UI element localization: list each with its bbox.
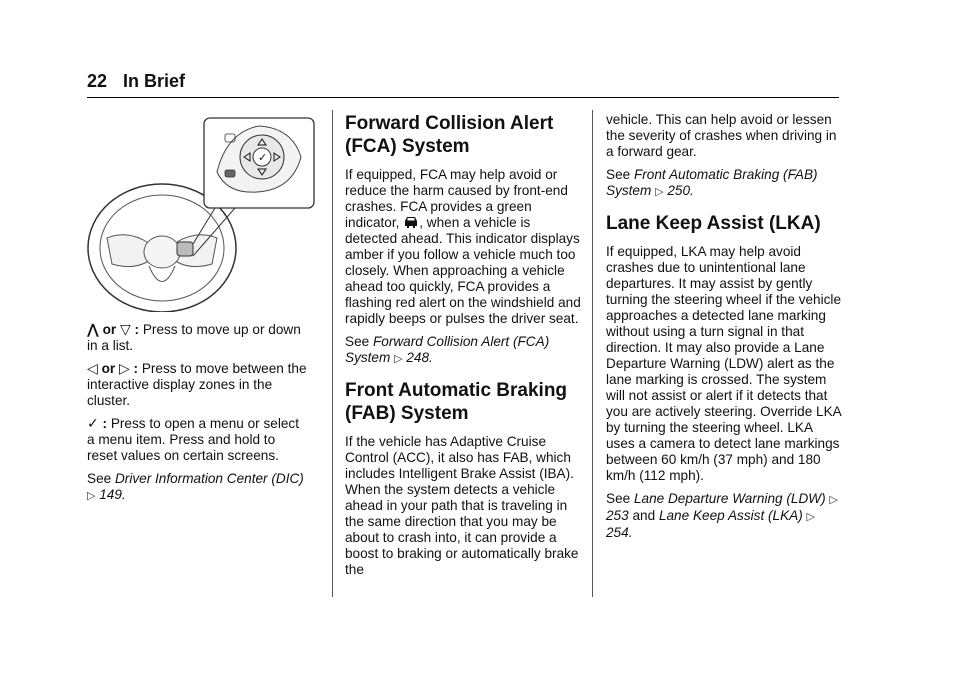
left-arrow-icon: ◁ [87,361,98,377]
column-right [606,112,842,548]
column-divider [592,110,593,597]
page-arrow-icon: ▷ [829,494,838,506]
fca-paragraph [345,167,581,327]
steering-wheel-illustration [87,112,317,312]
check-description: ✓ : Press to open a menu or select a menu item. Press and hold to reset values on certain screens. [87,416,299,463]
and-label: and [632,508,656,523]
see-label: See [87,471,112,486]
reference-page[interactable]: 248 [406,350,430,366]
column-middle [345,108,581,585]
page-arrow-icon: ▷ [394,353,403,366]
updown-description: ⋀ or ▽ : Press to move up or down in a list. [87,322,301,353]
see-reference: See Lane Departure Warning (LDW) ▷ 253 and Lane Keep Assist (LKA) ▷ 254. [606,491,838,540]
page-arrow-icon: ▷ [87,490,96,502]
right-arrow-icon: ▷ [118,361,130,377]
column-left [87,112,309,511]
reference-link[interactable]: Forward Collision Alert (FCA) System [345,334,550,366]
down-arrow-icon: ▽ [119,322,131,338]
vehicle-ahead-icon [403,215,419,231]
header-rule [87,97,839,98]
see-label: See [345,334,370,350]
fca-text-a: If equipped, FCA may help avoid or reduce the harm caused by front-end crashes. FCA provides a green indicator, [345,167,568,230]
page-arrow-icon: ▷ [655,186,664,198]
reference-link[interactable]: Driver Information Center (DIC) [114,471,304,486]
leftright-text: Press to move between the interactive display zones in the cluster. [87,361,307,408]
fab-paragraph-continued: vehicle. This can help avoid or lessen the severity of crashes when driving in a forward gear. [606,112,837,159]
heading-fca: Forward Collision Alert (FCA) System [345,113,554,157]
or-label: or [101,361,116,376]
check-text: Press to open a menu or select a menu item. Press and hold to reset values on certain screens. [87,416,299,463]
reference-link[interactable]: Lane Departure Warning (LDW) [633,491,826,506]
svg-text:✓: ✓ [258,151,268,164]
lka-paragraph: If equipped, LKA may help avoid crashes due to unintentional lane departures. It may assist by gently turning the steering wheel if the vehicle approaches a detected lane marking without using a turn signal in that direction. It may also provide a Lane Departure Warning (LDW) alert as the lane marking is crossed. The system will not assist or alert if it detects that you are actively steering. Override LKA by turning the steering wheel. LKA uses a camera to detect lane markings between 60 km/h (37 mph) and 180 km/h (112 mph). [606,244,842,483]
heading-fab: Front Automatic Braking (FAB) System [345,380,568,425]
see-label: See [606,491,631,506]
updown-text: Press to move up or down in a list. [87,322,301,353]
leftright-description: ◁ or ▷ : Press to move between the interactive display zones in the cluster. [87,361,307,408]
see-label: See [606,167,631,182]
fca-text-b: , when a vehicle is detected ahead. This indicator displays amber if you follow a vehicle much too closely. When approaching a vehicle ahead too quickly, FCA provides a flashing red alert on the windshield and rapidly beeps or pulses the driver seat. [345,215,581,327]
reference-page[interactable]: 149 [99,487,122,502]
reference-link[interactable]: Lane Keep Assist (LKA) [658,508,803,523]
see-reference: See Front Automatic Braking (FAB) System ▷ 250. [606,167,818,198]
reference-link[interactable]: Front Automatic Braking (FAB) System [606,167,818,198]
reference-page[interactable]: 254 [606,525,629,540]
or-label: or [102,322,117,337]
see-reference: See Forward Collision Alert (FCA) System ▷ 248. [345,334,550,366]
page-number: 22 [87,71,108,91]
column-divider [332,110,333,597]
fab-paragraph: If the vehicle has Adaptive Cruise Control (ACC), it also has FAB, which includes Intelligent Brake Assist (IBA). When the system detects a vehicle ahead in your path that is traveling in the same direction that you may be about to crash into, it can provide a boost to braking or automatically brake the [345,434,579,578]
page-header [87,71,185,92]
reference-page[interactable]: 250 [667,183,691,198]
up-arrow-icon: ⋀ [87,322,99,338]
page-arrow-icon: ▷ [806,511,816,523]
reference-page[interactable]: 253 [606,508,629,523]
see-reference: See Driver Information Center (DIC) ▷ 149. [87,471,304,502]
section-title: In Brief [123,71,186,91]
checkmark-icon: ✓ [87,416,99,432]
heading-lka: Lane Keep Assist (LKA) [606,213,821,234]
steering-wheel-controls-figure [87,112,317,312]
